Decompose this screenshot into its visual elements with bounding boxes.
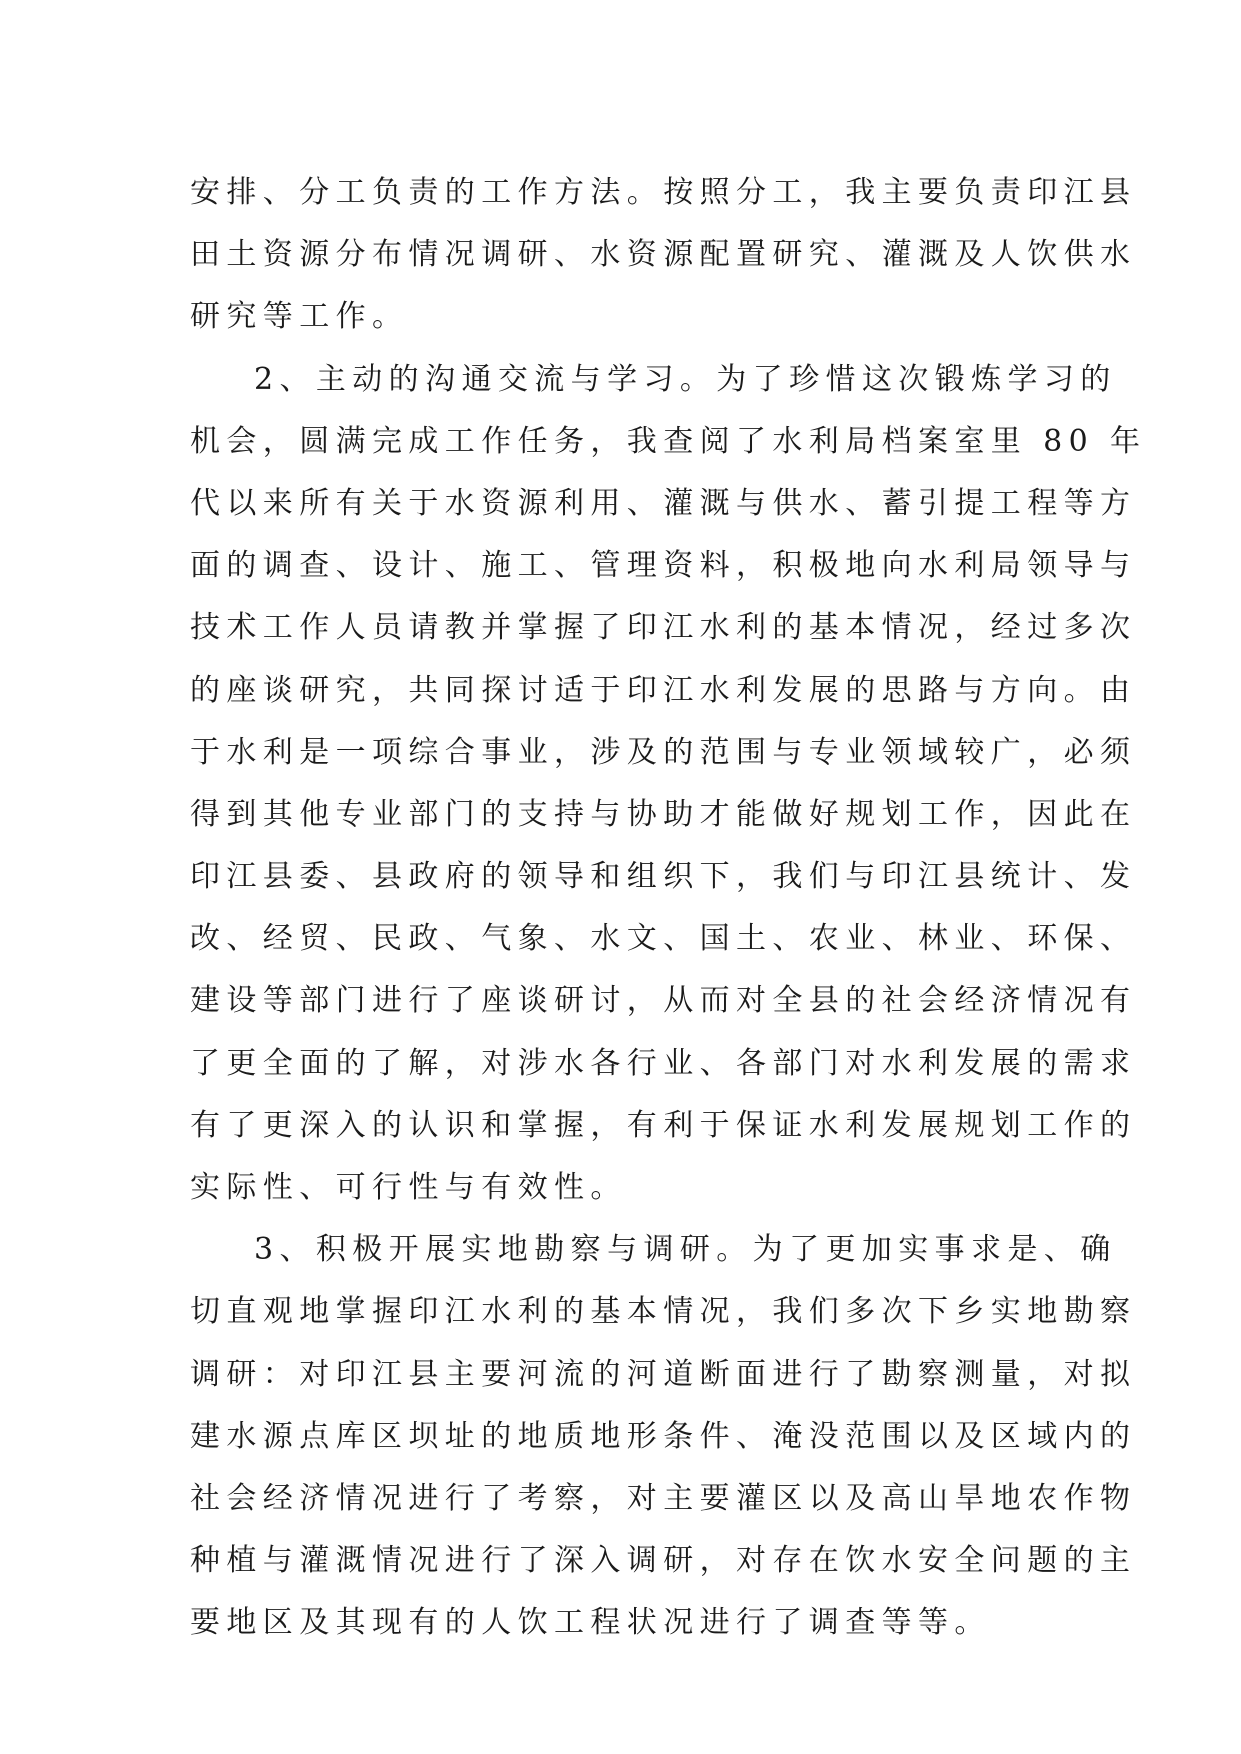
text-line: 研究等工作。	[190, 299, 409, 335]
text-line: 的座谈研究，共同探讨适于印江水利发展的思路与方向。由	[190, 672, 1137, 708]
text-line: 建设等部门进行了座谈研讨，从而对全县的社会经济情况有	[190, 983, 1137, 1019]
text-line: 切直观地掌握印江水利的基本情况，我们多次下乡实地勘察	[190, 1294, 1137, 1330]
text-line: 技术工作人员请教并掌握了印江水利的基本情况，经过多次	[190, 610, 1137, 646]
paragraph-1	[190, 162, 1137, 349]
text-line: 田土资源分布情况调研、水资源配置研究、灌溉及人饮供水	[190, 237, 1137, 273]
text-line: 2、主动的沟通交流与学习。为了珍惜这次锻炼学习的	[254, 361, 1117, 397]
text-line: 要地区及其现有的人饮工程状况进行了调查等等。	[190, 1605, 991, 1641]
text-line: 实际性、可行性与有效性。	[190, 1170, 627, 1205]
text-line: 于水利是一项综合事业，涉及的范围与专业领域较广，必须	[190, 734, 1137, 770]
text-line: 面的调查、设计、施工、管理资料，积极地向水利局领导与	[190, 548, 1137, 584]
text-line: 了更全面的了解，对涉水各行业、各部门对水利发展的需求	[190, 1045, 1137, 1081]
document-body	[190, 162, 1147, 1655]
paragraph-3	[190, 1219, 1137, 1654]
text-line: 改、经贸、民政、气象、水文、国土、农业、林业、环保、	[190, 921, 1137, 957]
text-line: 印江县委、县政府的领导和组织下，我们与印江县统计、发	[190, 859, 1137, 895]
text-line: 有了更深入的认识和掌握，有利于保证水利发展规划工作的	[190, 1107, 1137, 1143]
paragraph-2	[190, 349, 1147, 1220]
text-line: 社会经济情况进行了考察，对主要灌区以及高山旱地农作物	[190, 1480, 1137, 1516]
text-line: 调研：对印江县主要河流的河道断面进行了勘察测量，对拟	[190, 1356, 1137, 1392]
text-line: 代以来所有关于水资源利用、灌溉与供水、蓄引提工程等方	[190, 485, 1137, 521]
text-line: 种植与灌溉情况进行了深入调研，对存在饮水安全问题的主	[190, 1543, 1137, 1579]
text-line: 机会，圆满完成工作任务，我查阅了水利局档案室里 80 年	[190, 423, 1147, 459]
text-line: 3、积极开展实地勘察与调研。为了更加实事求是、确	[254, 1232, 1117, 1268]
text-line: 得到其他专业部门的支持与协助才能做好规划工作，因此在	[190, 796, 1137, 832]
text-line: 安排、分工负责的工作方法。按照分工，我主要负责印江县	[190, 175, 1137, 210]
text-line: 建水源点库区坝址的地质地形条件、淹没范围以及区域内的	[190, 1418, 1137, 1454]
